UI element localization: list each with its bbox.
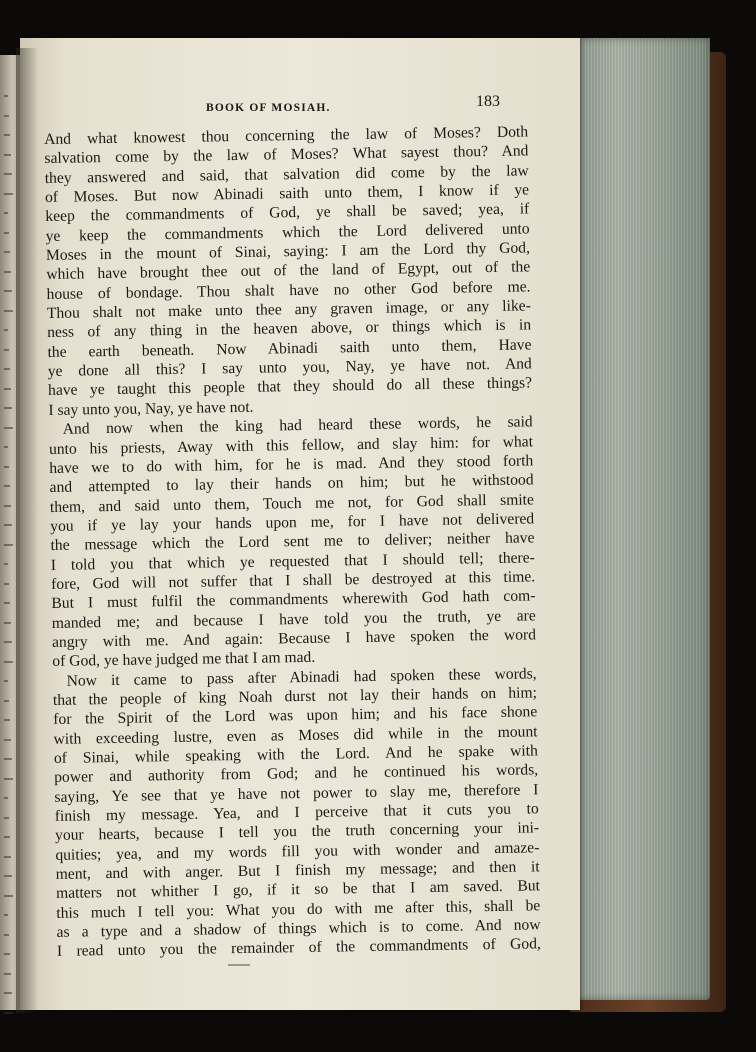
text-line: this much I tell you: What you do with me after this, shall be — [56, 897, 541, 922]
text-line: fore, God will not suffer that I shall be destroyed at this time. — [51, 568, 536, 593]
text-line: of God, ye have judged me that I am mad. — [52, 649, 316, 671]
text-line: unto his priests, Away with this fellow, and slay him: for what — [48, 432, 534, 458]
text-line: for the Spirit of the Lord was upon him; and his face shone — [53, 703, 538, 729]
text-line: with exceeding lustre, even as Moses did while in the mount — [53, 722, 538, 748]
left-page-mark — [4, 700, 9, 702]
text-line: ye keep the commandments which the Lord delivered unto — [45, 220, 530, 245]
left-page-mark — [4, 583, 9, 585]
left-page-mark — [4, 173, 12, 175]
left-page-mark — [4, 992, 12, 994]
left-page-mark — [4, 914, 8, 916]
text-line: have ye taught this people that they should do all these things? — [47, 374, 533, 400]
text-line: them, and said unto them, Touch me not, for God shall smite — [49, 490, 534, 516]
text-line: Thou shalt not make unto thee any graven image, or any like- — [46, 297, 531, 323]
left-page-mark — [4, 875, 12, 877]
left-page-mark — [4, 446, 8, 448]
text-line: I told you that which ye requested that I should tell; there- — [50, 548, 535, 574]
left-page-mark — [4, 856, 11, 858]
left-page-mark — [4, 953, 10, 955]
left-page-mark — [4, 368, 10, 370]
left-page-mark — [4, 115, 9, 117]
text-line: have we to do with him, for he is mad. And they stood forth — [49, 452, 534, 477]
book-page — [20, 38, 580, 1010]
left-page-mark — [4, 427, 13, 429]
left-page-mark — [4, 680, 8, 682]
left-page-mark — [4, 212, 8, 214]
text-line: angry with me. And again: Because I have spoken the word — [51, 626, 537, 651]
text-line: and attempted to lay their hands on him; but he withstood — [49, 471, 534, 497]
running-head: BOOK OF MOSIAH. — [206, 102, 331, 114]
text-line: your hearts, because I tell you the truth concerning your ini- — [54, 819, 540, 845]
footer-mark — [228, 964, 250, 966]
left-page-mark — [4, 778, 13, 780]
left-page-mark — [4, 388, 11, 390]
text-line: power and authority from God; and he continued his words, — [54, 761, 539, 787]
left-page-mark — [4, 934, 9, 936]
left-page-mark — [4, 232, 9, 234]
text-line: that the people of king Noah durst not lay their hands on him; — [52, 684, 538, 709]
left-page-mark — [4, 95, 8, 97]
text-line: saying, Ye see that ye have not power to slay me, therefore I — [54, 781, 539, 806]
text-line: of Sinai, while speaking with the Lord. And he spake with — [53, 742, 538, 767]
left-page-mark — [4, 797, 8, 799]
text-line: which have brought thee out of the land of Egypt, out of the — [46, 258, 531, 284]
left-page-mark — [4, 310, 13, 312]
text-line: Now it came to pass after Abinadi had spoken these words, — [66, 664, 537, 690]
left-page-mark — [4, 251, 10, 253]
left-page-mark — [4, 758, 12, 760]
text-line: of Moses. But now Abinadi saith unto them, I know if ye — [44, 181, 530, 207]
text-line: I say unto you, Nay, ye have not. — [48, 398, 254, 419]
left-page-mark — [4, 544, 13, 546]
body-text — [44, 122, 541, 961]
text-line: quities; yea, and my words fill you with wonder and amaze- — [55, 839, 540, 864]
text-line: matters not whither I go, if it so be that I am saved. But — [55, 877, 541, 903]
left-page-mark — [4, 349, 9, 351]
text-line: house of bondage. Thou shalt have no other God before me. — [46, 278, 531, 303]
left-page-mark — [4, 641, 12, 643]
text-line: you if ye lay your hands upon me, for I have not delivered — [50, 510, 535, 535]
left-page-mark — [4, 719, 10, 721]
text-line: manded me; and because I have told you the truth, ye are — [51, 606, 536, 632]
text-line: And what knowest thou concerning the law of Moses? Doth — [44, 123, 529, 148]
left-page-mark — [4, 817, 9, 819]
left-page-mark — [4, 602, 10, 604]
left-page-mark — [4, 193, 13, 195]
left-page-mark — [4, 739, 11, 741]
left-page-mark — [4, 466, 9, 468]
text-line: finish my message. Yea, and I perceive that it cuts you to — [54, 800, 539, 825]
page-edges — [576, 38, 710, 1000]
left-page-mark — [4, 836, 10, 838]
left-page-mark — [4, 622, 11, 624]
left-page-mark — [4, 290, 12, 292]
text-line: Moses in the mount of Sinai, saying: I am the Lord thy God, — [45, 239, 531, 265]
left-page-mark — [4, 134, 10, 136]
text-line: And now when the king had heard these words, he said — [62, 413, 533, 438]
text-line: ness of any thing in the heaven above, or things which is in — [47, 316, 532, 342]
text-line: ment, and with anger. But I finish my message; and then it — [55, 858, 540, 883]
gutter-shadow — [16, 48, 38, 1013]
left-page-mark — [4, 661, 13, 663]
text-line: they answered and said, that salvation did come by the law — [44, 162, 529, 187]
text-line: the earth beneath. Now Abinadi saith unto them, Have — [47, 336, 532, 361]
left-page-mark — [4, 1012, 13, 1014]
text-line: But I must fulfil the commandments wherewith God hath com- — [51, 587, 536, 613]
left-page-mark — [4, 329, 8, 331]
left-page-mark — [4, 154, 11, 156]
left-page-mark — [4, 895, 13, 897]
left-page-mark — [4, 271, 11, 273]
left-page-mark — [4, 505, 11, 507]
left-page-mark — [4, 524, 12, 526]
text-line: I read unto you the remainder of the commandments of God, — [56, 935, 541, 961]
left-page-mark — [4, 563, 8, 565]
text-line: ye done all this? I say unto you, Nay, ye have not. And — [47, 355, 532, 381]
left-page-mark — [4, 973, 11, 975]
text-line: as a type and a shadow of things which is to come. And now — [56, 916, 541, 941]
text-line: keep the commandments of God, ye shall be saved; yea, if — [45, 200, 530, 226]
text-line: the message which the Lord sent me to deliver; neither have — [50, 529, 535, 555]
text-line: salvation come by the law of Moses? What sayest thou? And — [44, 142, 529, 168]
left-page-mark — [4, 485, 10, 487]
page-number: 183 — [476, 93, 500, 110]
left-page-mark — [4, 407, 12, 409]
